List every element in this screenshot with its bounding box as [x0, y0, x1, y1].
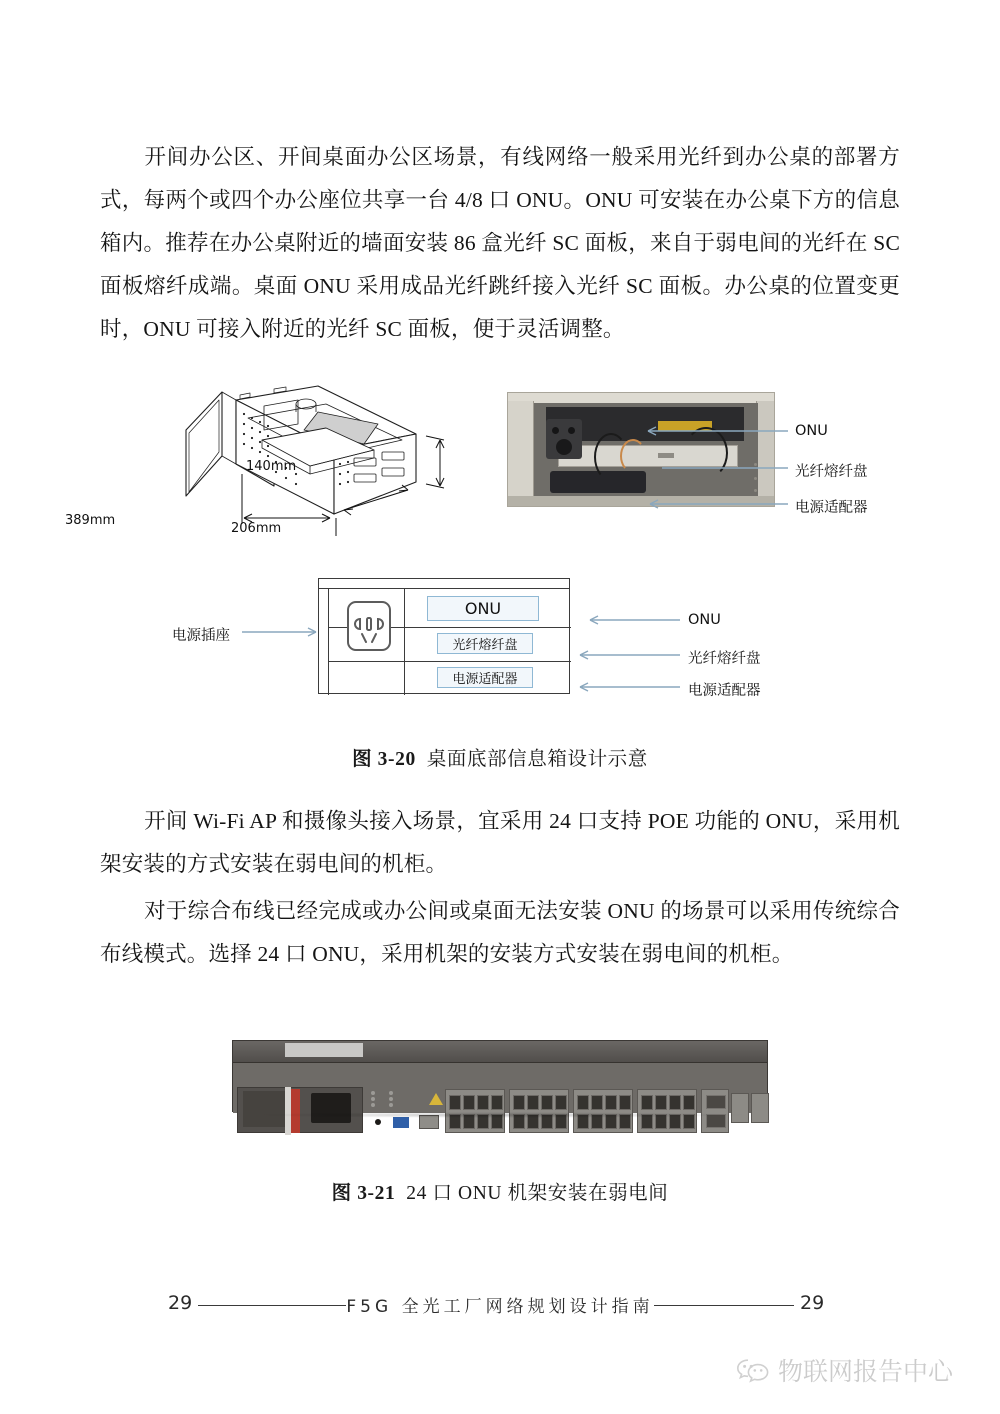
paragraph-intro-text: 开间办公区、开间桌面办公区场景，有线网络一般采用光纤到办公桌的部署方式，每两个或四个办公座位共享一台 4/8 口 ONU。ONU 可安装在办公桌下方的信息箱内。推荐在办公桌附近的墙面安装 86 盒光纤 SC 面板，来自于弱电间的光纤在 SC 面板熔纤成端。桌面 ONU 采用成品光纤跳纤接入光纤 SC 面板。办公桌的位置变更时，ONU 可接入附近的光纤 SC 面板，便于灵活调整。	[100, 145, 900, 341]
photo-power-adapter	[550, 471, 646, 493]
information-box-photo	[507, 392, 775, 507]
schematic-callout-fiber-splice-tray: 光纤熔纤盘	[688, 651, 761, 667]
schematic-enclosure	[318, 578, 570, 694]
dimension-height-label: 140mm	[246, 459, 297, 474]
footer-document-title: F5G 全光工厂网络规划设计指南	[346, 1297, 654, 1317]
switch-rj45-port-banks	[445, 1089, 697, 1133]
information-box-isometric-drawing	[178, 378, 478, 538]
switch-drop-shadow	[250, 1112, 750, 1118]
switch-rj45-port	[527, 1095, 539, 1110]
schematic-shelf-divider	[329, 661, 571, 662]
page-number-left: 29	[168, 1292, 193, 1314]
figure-3-21-caption	[0, 1177, 1000, 1205]
schematic-box-power-adapter: 电源适配器	[437, 667, 533, 688]
photo-cable-fiber-orange	[620, 439, 646, 473]
figure-3-20-caption-text: 桌面底部信息箱设计示意	[426, 749, 648, 770]
schematic-callout-power-socket: 电源插座	[172, 628, 230, 644]
switch-led	[371, 1097, 375, 1101]
photo-socket-hole-right	[568, 427, 575, 434]
switch-port-bank	[573, 1089, 633, 1133]
switch-power-connector	[311, 1093, 351, 1123]
photo-callout-power-adapter: 电源适配器	[795, 500, 868, 516]
photo-floor	[508, 496, 774, 506]
figure-3-20	[0, 370, 1000, 770]
switch-rj45-port	[463, 1095, 475, 1110]
switch-front-panel	[233, 1063, 767, 1113]
switch-sfp-cage	[701, 1089, 729, 1133]
photo-panel-hole	[754, 489, 757, 492]
paragraph-wifi-ap-text: 开间 Wi-Fi AP 和摄像头接入场景，宜采用 24 口支持 POE 功能的 ONU，采用机架安装的方式安装在弱电间的机柜。	[100, 809, 900, 876]
switch-rj45-port	[591, 1095, 603, 1110]
switch-combo-port-right	[751, 1093, 769, 1123]
paragraph-wifi-ap	[100, 800, 900, 886]
figure-3-20-caption	[0, 743, 1000, 771]
watermark	[736, 1352, 953, 1388]
photo-tray-slot	[658, 453, 674, 458]
figure-3-20-caption-number: 图 3-20	[352, 749, 416, 770]
dimension-depth-label: 206mm	[231, 521, 282, 536]
switch-led	[389, 1103, 393, 1107]
switch-rj45-port	[449, 1095, 461, 1110]
photo-callout-onu: ONU	[795, 423, 828, 439]
paragraph-structured-cabling	[100, 890, 900, 976]
switch-rj45-port	[683, 1095, 695, 1110]
photo-callout-fiber-splice-tray: 光纤熔纤盘	[795, 464, 868, 480]
switch-console-port	[393, 1117, 409, 1128]
switch-rj45-port	[655, 1095, 667, 1110]
photo-socket-hole-round	[556, 439, 572, 455]
switch-led	[371, 1103, 375, 1107]
schematic-box-fiber-splice-tray: 光纤熔纤盘	[437, 633, 533, 654]
power-socket-icon	[347, 601, 391, 651]
paragraph-intro	[100, 136, 900, 351]
page-footer	[0, 1292, 1000, 1326]
information-box-schematic	[0, 578, 1000, 703]
schematic-column-divider	[404, 589, 405, 695]
switch-rj45-port	[605, 1095, 617, 1110]
switch-rj45-port	[477, 1095, 489, 1110]
switch-combo-port-left	[731, 1093, 749, 1123]
schematic-top-rail	[319, 579, 569, 589]
schematic-callout-power-adapter: 电源适配器	[688, 683, 761, 699]
switch-ventilation-grille	[243, 1091, 291, 1127]
switch-rj45-port	[555, 1095, 567, 1110]
switch-led	[389, 1091, 393, 1095]
photo-socket-hole-left	[552, 427, 559, 434]
switch-port-bank	[509, 1089, 569, 1133]
footer-rule-right	[654, 1305, 794, 1306]
switch-reset-button[interactable]	[375, 1119, 381, 1125]
photo-left-wall	[508, 401, 534, 501]
schematic-box-onu: ONU	[427, 596, 539, 621]
switch-psu-handle	[291, 1089, 300, 1133]
photo-panel-hole	[754, 477, 757, 480]
figure-3-21-onu-switch-photo	[232, 1032, 768, 1137]
switch-rj45-port	[513, 1095, 525, 1110]
paragraph-structured-cabling-text: 对于综合布线已经完成或办公间或桌面无法安装 ONU 的场景可以采用传统综合布线模式。选择 24 口 ONU，采用机架的安装方式安装在弱电间的机柜。	[100, 899, 900, 966]
switch-top-cover	[233, 1041, 767, 1063]
schematic-left-rail	[319, 589, 329, 695]
switch-port-bank	[637, 1089, 697, 1133]
switch-led	[371, 1091, 375, 1095]
switch-rj45-port	[641, 1095, 653, 1110]
switch-rj45-port	[619, 1095, 631, 1110]
warning-triangle-icon	[429, 1093, 443, 1105]
switch-sfp-slot	[706, 1095, 726, 1109]
switch-rj45-port	[491, 1095, 503, 1110]
switch-rj45-port	[541, 1095, 553, 1110]
watermark-text: 物联网报告中心	[778, 1357, 954, 1386]
switch-asset-label	[285, 1043, 363, 1057]
wechat-icon	[736, 1357, 770, 1383]
switch-rj45-port	[577, 1095, 589, 1110]
schematic-callout-onu: ONU	[688, 612, 721, 628]
switch-chassis	[232, 1040, 768, 1112]
dimension-length-label: 389mm	[65, 513, 116, 528]
photo-cable-black-right	[684, 427, 728, 479]
switch-port-bank	[445, 1089, 505, 1133]
switch-rj45-port	[669, 1095, 681, 1110]
figure-3-21-caption-number: 图 3-21	[331, 1183, 396, 1204]
switch-status-leds	[371, 1091, 413, 1109]
switch-led	[389, 1097, 393, 1101]
page-number-right: 29	[800, 1292, 825, 1314]
photo-panel-hole	[754, 463, 757, 466]
photo-right-wall	[756, 401, 774, 501]
figure-3-21-caption-text: 24 口 ONU 机架安装在弱电间	[406, 1183, 669, 1204]
